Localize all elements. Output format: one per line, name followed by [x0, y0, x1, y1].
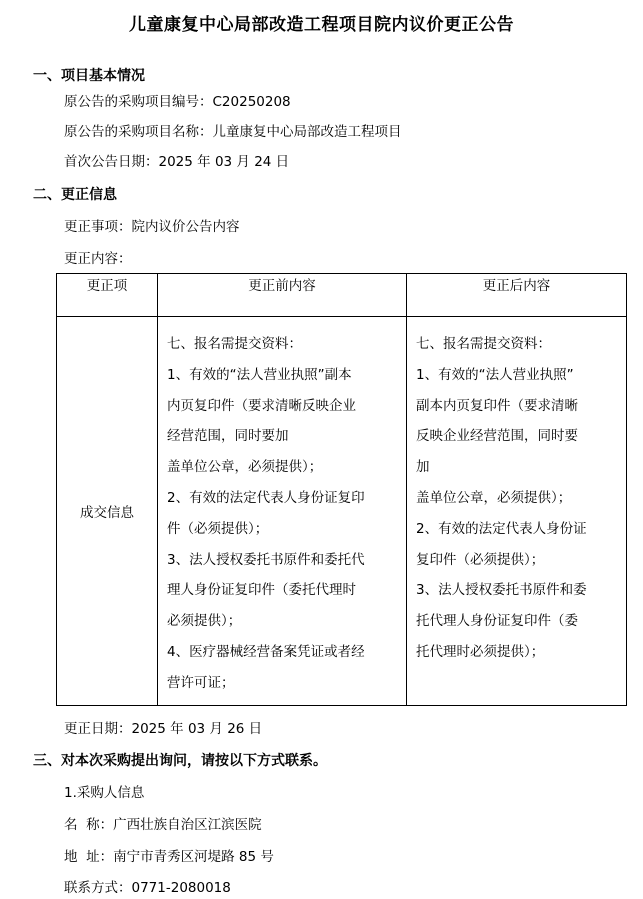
- before-content-cell: [158, 317, 407, 706]
- purchaser-name: 名 称：广西壮族自治区江滨医院: [64, 817, 262, 833]
- table-header-row: [57, 274, 627, 317]
- header-after-content: 更正后内容: [407, 274, 627, 317]
- page-title: 儿童康复中心局部改造工程项目院内议价更正公告: [129, 15, 514, 35]
- after-line: 加: [416, 459, 430, 476]
- before-line: 1、有效的“法人营业执照”副本: [167, 366, 352, 383]
- before-line: 经营范围，同时要加: [167, 428, 289, 445]
- before-line: 必须提供）；: [167, 613, 242, 630]
- after-line: 托代理时必须提供）；: [416, 643, 545, 660]
- before-line: 七、报名需提交资料：: [167, 336, 302, 352]
- before-line: 3、法人授权委托书原件和委托代: [167, 551, 365, 568]
- table-row: [57, 317, 627, 706]
- after-line: 副本内页复印件（要求清晰: [416, 397, 578, 414]
- section-heading-basic-info: 一、项目基本情况: [33, 68, 145, 84]
- after-line: 复印件（必须提供）；: [416, 551, 545, 568]
- before-line: 2、有效的法定代表人身份证复印: [167, 489, 365, 506]
- before-line: 4、医疗器械经营备案凭证或者经: [167, 643, 365, 660]
- before-line: 内页复印件（要求清晰反映企业: [167, 397, 356, 414]
- after-line: 3、法人授权委托书原件和委: [416, 582, 587, 599]
- purchaser-contact: 联系方式：0771-2080018: [64, 880, 231, 896]
- before-line: 理人身份证复印件（委托代理时: [167, 582, 356, 599]
- after-content-cell: [407, 317, 627, 706]
- original-project-number: 原公告的采购项目编号：C20250208: [64, 94, 291, 110]
- after-line: 托代理人身份证复印件（委: [416, 613, 578, 630]
- before-line: 营许可证；: [167, 674, 235, 691]
- first-announcement-date: 首次公告日期：2025 年 03 月 24 日: [64, 154, 290, 170]
- header-before-content: 更正前内容: [158, 274, 407, 317]
- correction-content-label: 更正内容：: [64, 251, 132, 267]
- after-line: 反映企业经营范围，同时要: [416, 428, 578, 445]
- purchaser-info-heading: 1.采购人信息: [64, 785, 145, 801]
- after-line: 2、有效的法定代表人身份证: [416, 520, 587, 537]
- before-line: 件（必须提供）；: [167, 520, 269, 537]
- correction-category: 成交信息: [57, 317, 158, 706]
- correction-date: 更正日期：2025 年 03 月 26 日: [64, 721, 263, 737]
- after-line: 盖单位公章，必须提供）；: [416, 489, 572, 506]
- original-project-name: 原公告的采购项目名称：儿童康复中心局部改造工程项目: [64, 124, 402, 140]
- section-heading-correction: 二、更正信息: [33, 187, 117, 203]
- correction-table: [56, 273, 627, 706]
- purchaser-address: 地 址：南宁市青秀区河堤路 85 号: [64, 849, 274, 865]
- before-line: 盖单位公章，必须提供）；: [167, 459, 323, 476]
- header-correction-item: 更正项: [57, 274, 158, 317]
- after-line: 七、报名需提交资料：: [416, 336, 551, 352]
- after-line: 1、有效的“法人营业执照”: [416, 366, 574, 383]
- section-heading-contact: 三、对本次采购提出询问，请按以下方式联系。: [33, 753, 327, 769]
- correction-matter: 更正事项：院内议价公告内容: [64, 219, 240, 235]
